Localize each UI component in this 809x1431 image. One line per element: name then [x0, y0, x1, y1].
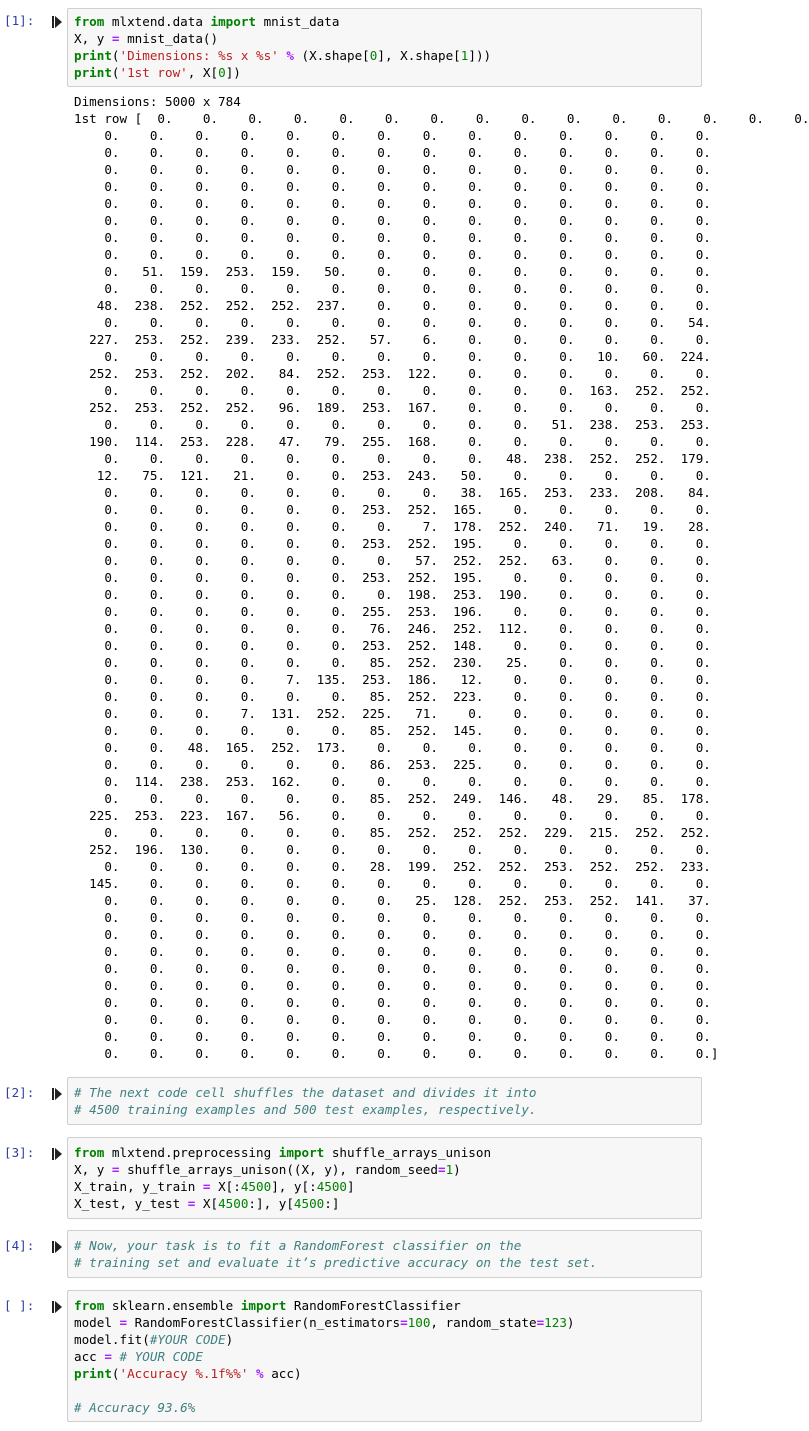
code-token: ): [566, 1315, 575, 1330]
code-token: ], y[:: [271, 1179, 317, 1194]
output-line: 12. 75. 121. 21. 0. 0. 253. 243. 50. 0. 0. 0. 0. 0.: [74, 468, 711, 483]
code-line: [74, 1314, 575, 1331]
code-token: # training set and evaluate it’s predictive accuracy on the test set.: [74, 1255, 598, 1270]
code-token: import: [240, 1298, 287, 1313]
code-token: mlxtend.preprocessing: [104, 1145, 279, 1160]
output-line: 0. 0. 0. 0. 0. 0. 0. 25. 128. 252. 253. 252. 141. 37.: [74, 893, 711, 908]
play-icon: [52, 1147, 63, 1161]
code-token: =: [536, 1315, 545, 1330]
output-line: 0. 0. 0. 0. 0. 0. 85. 252. 230. 25. 0. 0. 0. 0.: [74, 655, 711, 670]
code-token: model.fit(: [74, 1332, 150, 1347]
output-line: 0. 0. 0. 0. 0. 0. 0. 0. 0. 0. 0. 0. 0. 0.: [74, 179, 711, 194]
code-token: , X[: [187, 65, 219, 80]
code-line: [74, 1144, 491, 1161]
code-line: [74, 1178, 355, 1195]
code-token: 'Accuracy %.1f%%': [119, 1366, 249, 1381]
code-token: #YOUR CODE: [149, 1332, 226, 1347]
code-token: %: [286, 48, 294, 63]
output-line: 252. 253. 252. 252. 96. 189. 253. 167. 0. 0. 0. 0. 0. 0.: [74, 400, 711, 415]
code-token: # Now, your task is to fit a RandomForest classifier on the: [74, 1238, 522, 1253]
code-token: 1: [445, 1162, 454, 1177]
code-line: [74, 1348, 203, 1365]
output-line: 0. 0. 0. 0. 0. 0. 0. 0. 0. 0. 0. 0. 0. 0.]: [74, 1046, 719, 1061]
output-line: 252. 253. 252. 202. 84. 252. 253. 122. 0. 0. 0. 0. 0. 0.: [74, 366, 711, 381]
code-token: import: [210, 14, 256, 29]
code-line: [74, 1161, 461, 1178]
output-line: 0. 0. 0. 0. 0. 0. 0. 0. 0. 0. 0. 0. 0. 54.: [74, 315, 711, 330]
output-line: Dimensions: 5000 x 784: [74, 94, 241, 109]
code-input[interactable]: [67, 1230, 702, 1278]
code-token: 123: [544, 1315, 567, 1330]
execution-prompt: [1]:: [4, 13, 35, 28]
code-line: [74, 64, 241, 81]
output-line: 0. 0. 0. 0. 0. 0. 255. 253. 196. 0. 0. 0. 0. 0.: [74, 604, 711, 619]
code-input[interactable]: [67, 1137, 702, 1219]
output-line: 0. 0. 0. 0. 0. 0. 0. 57. 252. 252. 63. 0. 0. 0.: [74, 553, 711, 568]
code-line: [74, 47, 491, 64]
code-token: # YOUR CODE: [119, 1349, 203, 1364]
code-line: [74, 1195, 339, 1212]
output-line: 0. 0. 0. 0. 0. 0. 86. 253. 225. 0. 0. 0. 0. 0.: [74, 757, 711, 772]
code-token: 4500: [293, 1196, 325, 1211]
output-line: 225. 253. 223. 167. 56. 0. 0. 0. 0. 0. 0. 0. 0. 0.: [74, 808, 711, 823]
play-icon: [52, 1300, 63, 1314]
code-line: [74, 1084, 537, 1101]
code-token: =: [104, 1349, 112, 1364]
code-token: ]): [225, 65, 241, 80]
code-token: print: [74, 1366, 112, 1381]
output-line: 0. 0. 0. 0. 0. 0. 0. 0. 0. 0. 0. 0. 0. 0.: [74, 910, 711, 925]
code-line: [74, 30, 218, 47]
code-token: =: [400, 1315, 408, 1330]
output-line: 0. 0. 0. 0. 0. 0. 0. 198. 253. 190. 0. 0. 0. 0.: [74, 587, 711, 602]
code-token: ]: [347, 1179, 355, 1194]
output-line: 0. 0. 0. 0. 0. 0. 0. 0. 0. 0. 0. 0. 0. 0.: [74, 247, 711, 262]
code-token: acc: [74, 1349, 105, 1364]
code-token: [248, 1366, 256, 1381]
code-token: print: [74, 48, 112, 63]
output-line: 0. 0. 0. 0. 0. 0. 0. 0. 0. 0. 0. 0. 0. 0.: [74, 927, 711, 942]
output-line: 0. 0. 0. 0. 0. 0. 85. 252. 249. 146. 48. 29. 85. 178.: [74, 791, 711, 806]
code-token: :]: [324, 1196, 340, 1211]
cell-output: [74, 93, 809, 1062]
code-input[interactable]: [67, 1077, 702, 1125]
code-token: '1st row': [119, 65, 188, 80]
code-token: :], y[: [248, 1196, 294, 1211]
code-input[interactable]: [67, 1290, 702, 1422]
code-token: (: [111, 48, 120, 63]
code-token: X, y: [74, 1162, 112, 1177]
code-token: =: [111, 1162, 120, 1177]
code-token: (X.shape[: [293, 48, 370, 63]
output-line: 0. 0. 0. 0. 0. 0. 253. 252. 195. 0. 0. 0. 0. 0.: [74, 536, 711, 551]
output-line: 190. 114. 253. 228. 47. 79. 255. 168. 0. 0. 0. 0. 0. 0.: [74, 434, 711, 449]
play-icon: [52, 1087, 63, 1101]
output-line: 0. 0. 0. 0. 0. 0. 0. 0. 38. 165. 253. 233. 208. 84.: [74, 485, 711, 500]
run-cell-button[interactable]: [52, 1147, 63, 1161]
output-line: 48. 238. 252. 252. 252. 237. 0. 0. 0. 0. 0. 0. 0. 0.: [74, 298, 711, 313]
code-line: [74, 1331, 233, 1348]
code-token: mnist_data: [256, 14, 340, 29]
code-line: [74, 1254, 597, 1271]
code-token: ): [225, 1332, 234, 1347]
code-token: print: [74, 65, 112, 80]
code-token: X_test, y_test: [74, 1196, 188, 1211]
output-line: 0. 0. 0. 0. 0. 0. 0. 0. 0. 0. 51. 238. 253. 253.: [74, 417, 711, 432]
execution-prompt: [ ]:: [4, 1298, 35, 1313]
output-line: 252. 196. 130. 0. 0. 0. 0. 0. 0. 0. 0. 0. 0. 0.: [74, 842, 711, 857]
code-token: , random_state: [430, 1315, 537, 1330]
code-token: RandomForestClassifier: [286, 1298, 461, 1313]
play-icon: [52, 1240, 63, 1254]
output-line: 0. 0. 0. 0. 0. 0. 85. 252. 145. 0. 0. 0. 0. 0.: [74, 723, 711, 738]
output-line: 0. 0. 0. 0. 0. 0. 0. 0. 0. 0. 0. 10. 60. 224.: [74, 349, 711, 364]
code-token: from: [74, 14, 105, 29]
output-line: 0. 114. 238. 253. 162. 0. 0. 0. 0. 0. 0. 0. 0. 0.: [74, 774, 711, 789]
output-line: 0. 0. 0. 0. 0. 0. 0. 0. 0. 0. 0. 0. 0. 0.: [74, 128, 711, 143]
code-token: # Accuracy 93.6%: [74, 1400, 196, 1415]
code-token: 4500: [218, 1196, 249, 1211]
code-input[interactable]: [67, 8, 702, 87]
code-line: [74, 1365, 302, 1382]
output-line: 0. 0. 0. 0. 0. 0. 0. 0. 0. 0. 0. 0. 0. 0.: [74, 978, 711, 993]
code-token: X, y: [74, 31, 112, 46]
output-line: 0. 0. 0. 0. 0. 0. 0. 0. 0. 0. 0. 0. 0. 0.: [74, 961, 711, 976]
code-token: sklearn.ensemble: [104, 1298, 241, 1313]
code-token: X[: [195, 1196, 219, 1211]
code-token: 0: [218, 65, 226, 80]
execution-prompt: [4]:: [4, 1238, 35, 1253]
play-icon: [52, 15, 63, 29]
output-line: 0. 0. 0. 0. 0. 0. 0. 0. 0. 0. 0. 0. 0. 0.: [74, 1029, 711, 1044]
code-token: import: [278, 1145, 325, 1160]
output-line: 0. 0. 0. 0. 0. 0. 85. 252. 252. 252. 229. 215. 252. 252.: [74, 825, 711, 840]
output-line: 0. 0. 0. 0. 0. 0. 0. 0. 0. 0. 0. 0. 0. 0.: [74, 995, 711, 1010]
output-line: 0. 0. 0. 0. 0. 0. 76. 246. 252. 112. 0. 0. 0. 0.: [74, 621, 711, 636]
code-token: %: [256, 1366, 264, 1381]
code-line: [74, 1101, 537, 1118]
run-cell-button[interactable]: [52, 1300, 63, 1314]
output-line: 0. 51. 159. 253. 159. 50. 0. 0. 0. 0. 0. 0. 0. 0.: [74, 264, 711, 279]
execution-prompt: [3]:: [4, 1145, 35, 1160]
code-token: =: [437, 1162, 446, 1177]
code-token: [112, 1349, 120, 1364]
code-token: =: [119, 1315, 128, 1330]
output-line: 0. 0. 0. 0. 0. 0. 0. 0. 0. 0. 0. 0. 0. 0.: [74, 944, 711, 959]
code-token: (: [111, 65, 120, 80]
code-token: 100: [407, 1315, 431, 1330]
run-cell-button[interactable]: [52, 1240, 63, 1254]
code-token: (: [111, 1366, 120, 1381]
output-line: 0. 0. 0. 0. 0. 0. 0. 0. 0. 0. 0. 163. 252. 252.: [74, 383, 711, 398]
output-line: 0. 0. 0. 0. 7. 135. 253. 186. 12. 0. 0. 0. 0. 0.: [74, 672, 711, 687]
code-token: ])): [468, 48, 492, 63]
code-line: [74, 1237, 521, 1254]
output-line: 145. 0. 0. 0. 0. 0. 0. 0. 0. 0. 0. 0. 0. 0.: [74, 876, 711, 891]
output-line: 0. 0. 0. 0. 0. 0. 0. 0. 0. 0. 0. 0. 0. 0.: [74, 213, 711, 228]
run-cell-button[interactable]: [52, 15, 63, 29]
code-token: X_train, y_train: [74, 1179, 203, 1194]
code-token: mnist_data(): [119, 31, 219, 46]
run-cell-button[interactable]: [52, 1087, 63, 1101]
code-token: model: [74, 1315, 120, 1330]
code-token: from: [74, 1298, 105, 1313]
output-line: 0. 0. 0. 0. 0. 0. 85. 252. 223. 0. 0. 0. 0. 0.: [74, 689, 711, 704]
code-token: 0: [369, 48, 378, 63]
code-token: ], X.shape[: [377, 48, 461, 63]
output-line: 227. 253. 252. 239. 233. 252. 57. 6. 0. 0. 0. 0. 0. 0.: [74, 332, 711, 347]
output-line: 0. 0. 48. 165. 252. 173. 0. 0. 0. 0. 0. 0. 0. 0.: [74, 740, 711, 755]
output-line: 0. 0. 0. 7. 131. 252. 225. 71. 0. 0. 0. 0. 0. 0.: [74, 706, 711, 721]
code-token: # 4500 training examples and 500 test examples, respectively.: [74, 1102, 537, 1117]
output-line: 0. 0. 0. 0. 0. 0. 0. 0. 0. 48. 238. 252. 252. 179.: [74, 451, 711, 466]
code-line: [74, 13, 339, 30]
output-line: 0. 0. 0. 0. 0. 0. 0. 0. 0. 0. 0. 0. 0. 0.: [74, 196, 711, 211]
code-token: acc): [263, 1366, 302, 1381]
code-token: =: [202, 1179, 211, 1194]
code-token: 'Dimensions: %s x %s': [119, 48, 279, 63]
output-line: 0. 0. 0. 0. 0. 0. 0. 0. 0. 0. 0. 0. 0. 0.: [74, 1012, 711, 1027]
execution-prompt: [2]:: [4, 1085, 35, 1100]
output-line: 0. 0. 0. 0. 0. 0. 253. 252. 165. 0. 0. 0. 0. 0.: [74, 502, 711, 517]
code-token: 4500: [240, 1179, 272, 1194]
output-line: 0. 0. 0. 0. 0. 0. 253. 252. 195. 0. 0. 0. 0. 0.: [74, 570, 711, 585]
code-line: [74, 1297, 461, 1314]
output-line: 0. 0. 0. 0. 0. 0. 0. 0. 0. 0. 0. 0. 0. 0.: [74, 230, 711, 245]
output-line: 0. 0. 0. 0. 0. 0. 0. 7. 178. 252. 240. 71. 19. 28.: [74, 519, 711, 534]
output-line: 1st row [ 0. 0. 0. 0. 0. 0. 0. 0. 0. 0. 0. 0. 0. 0. 0.: [74, 111, 809, 126]
code-token: =: [187, 1196, 196, 1211]
code-token: RandomForestClassifier(n_estimators: [127, 1315, 401, 1330]
code-token: shuffle_arrays_unison: [324, 1145, 492, 1160]
code-token: # The next code cell shuffles the dataset and divides it into: [74, 1085, 537, 1100]
output-line: 0. 0. 0. 0. 0. 0. 28. 199. 252. 252. 253. 252. 252. 233.: [74, 859, 711, 874]
code-line: [74, 1399, 195, 1416]
code-token: from: [74, 1145, 105, 1160]
code-token: X[:: [210, 1179, 241, 1194]
code-token: shuffle_arrays_unison((X, y), random_seed: [119, 1162, 438, 1177]
code-token: mlxtend.data: [104, 14, 211, 29]
output-line: 0. 0. 0. 0. 0. 0. 253. 252. 148. 0. 0. 0. 0. 0.: [74, 638, 711, 653]
code-token: =: [111, 31, 120, 46]
code-token: 4500: [316, 1179, 348, 1194]
output-line: 0. 0. 0. 0. 0. 0. 0. 0. 0. 0. 0. 0. 0. 0.: [74, 162, 711, 177]
output-line: 0. 0. 0. 0. 0. 0. 0. 0. 0. 0. 0. 0. 0. 0.: [74, 145, 711, 160]
output-line: 0. 0. 0. 0. 0. 0. 0. 0. 0. 0. 0. 0. 0. 0.: [74, 281, 711, 296]
code-token: ): [453, 1162, 461, 1177]
code-token: 1: [460, 48, 469, 63]
